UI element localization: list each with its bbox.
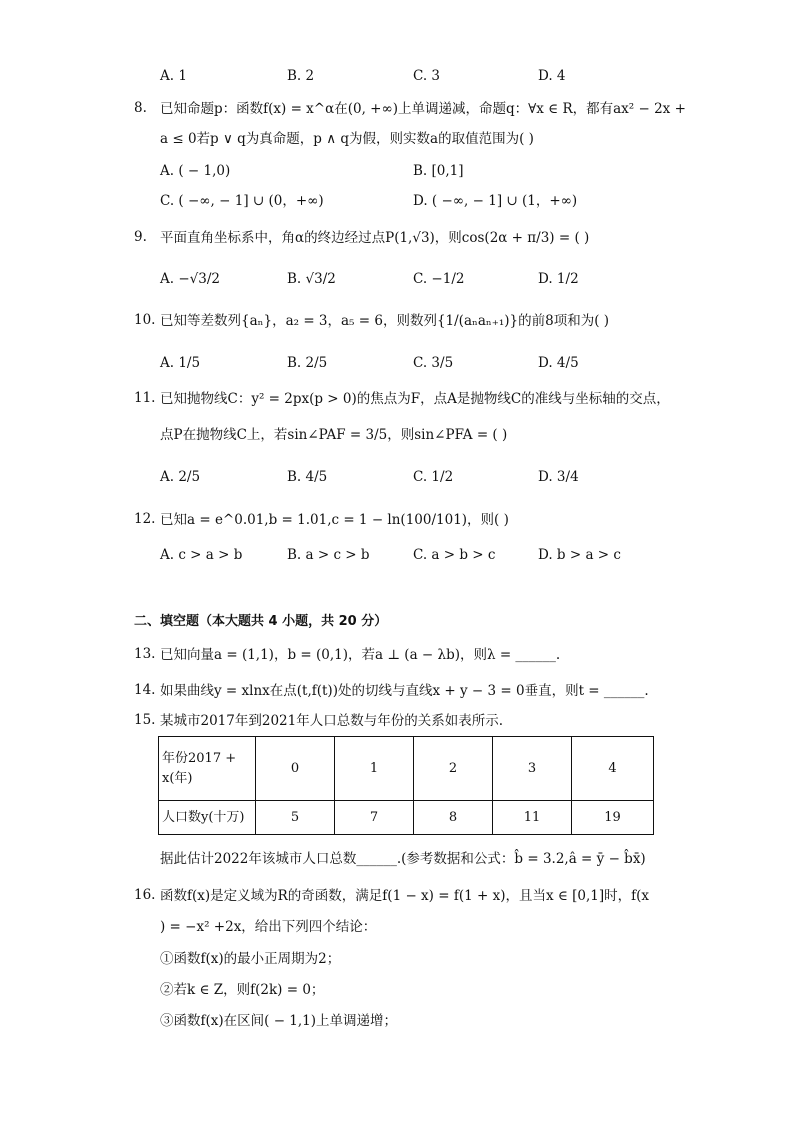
table-cell: 19: [572, 801, 654, 835]
table-cell: 1: [335, 737, 414, 801]
q10-option-c: C. 3/5: [413, 355, 454, 371]
q16-item-1: ①函数f(x)的最小正周期为2；: [160, 951, 341, 967]
q8-option-c: C. ( −∞, − 1] ∪ (0，+∞): [160, 193, 324, 209]
q10-number: 10.: [134, 312, 156, 328]
q11-option-d: D. 3/4: [538, 469, 579, 485]
population-table: [158, 736, 654, 835]
q12-option-d: D. b > a > c: [538, 547, 621, 563]
q8-stem-line2: a ≤ 0若p ∨ q为真命题，p ∧ q为假，则实数a的取值范围为( ): [160, 131, 534, 147]
q13-number: 13.: [134, 646, 156, 662]
q15-after-text: 据此估计2022年该城市人口总数______.(参考数据和公式：b̂ = 3.2,â = ȳ − b̂x̄): [160, 851, 646, 867]
table-cell: 3: [493, 737, 572, 801]
table-row: [159, 801, 654, 835]
table-cell: 7: [335, 801, 414, 835]
table-row: [159, 737, 654, 801]
table-cell: 2: [414, 737, 493, 801]
q11-stem-line2: 点P在抛物线C上，若sin∠PAF = 3/5，则sin∠PFA = ( ): [160, 427, 508, 443]
q7-option-c: C. 3: [413, 68, 441, 84]
table-row-head: 年份2017 + x(年): [159, 737, 256, 801]
q8-stem-line1: 已知命题p：函数f(x) = x^α在(0, +∞)上单调递减，命题q：∀x ∈ R，都有ax² − 2x +: [160, 101, 686, 117]
q12-number: 12.: [134, 511, 156, 527]
q13-stem: 已知向量a = (1,1)，b = (0,1)，若a ⊥ (a − λb)，则λ = ______.: [160, 647, 561, 663]
q10-option-b: B. 2/5: [287, 355, 328, 371]
q10-option-d: D. 4/5: [538, 355, 579, 371]
q16-stem-line2: ) = −x² +2x，给出下列四个结论：: [160, 919, 377, 935]
q14-number: 14.: [134, 682, 156, 698]
q16-item-3: ③函数f(x)在区间( − 1,1)上单调递增；: [160, 1013, 398, 1029]
table-cell: 11: [493, 801, 572, 835]
q11-option-a: A. 2/5: [160, 469, 201, 485]
section-heading: 二、填空题（本大题共 4 小题，共 20 分）: [134, 614, 388, 629]
q10-option-a: A. 1/5: [160, 355, 201, 371]
q12-stem: 已知a = e^0.01,b = 1.01,c = 1 − ln(100/101)，则( ): [160, 512, 509, 528]
q7-option-d: D. 4: [538, 68, 566, 84]
q11-stem-line1: 已知抛物线C：y² = 2px(p > 0)的焦点为F，点A是抛物线C的准线与坐标轴的交点，: [160, 391, 670, 407]
q15-number: 15.: [134, 712, 156, 728]
q12-option-a: A. c > a > b: [160, 547, 243, 563]
q9-option-a: A. −√3/2: [160, 271, 220, 287]
q10-stem: 已知等差数列{aₙ}，a₂ = 3，a₅ = 6，则数列{1/(aₙaₙ₊₁)}的前8项和为( ): [160, 313, 610, 329]
q9-option-d: D. 1/2: [538, 271, 579, 287]
q16-number: 16.: [134, 887, 156, 903]
q7-option-a: A. 1: [160, 68, 187, 84]
table-cell: 8: [414, 801, 493, 835]
q8-option-a: A. ( − 1,0): [160, 163, 231, 179]
q8-option-b: B. [0,1]: [413, 163, 464, 179]
table-cell: 5: [256, 801, 335, 835]
q9-option-b: B. √3/2: [287, 271, 336, 287]
q9-number: 9.: [134, 229, 147, 245]
table-cell: 0: [256, 737, 335, 801]
table-cell: 4: [572, 737, 654, 801]
q11-number: 11.: [134, 390, 156, 406]
q14-stem: 如果曲线y = xlnx在点(t,f(t))处的切线与直线x + y − 3 = 0垂直，则t = ______.: [160, 683, 649, 699]
q12-option-c: C. a > b > c: [413, 547, 496, 563]
table-row-head: 人口数y(十万): [159, 801, 256, 835]
q9-option-c: C. −1/2: [413, 271, 465, 287]
q8-option-d: D. ( −∞, − 1] ∪ (1，+∞): [413, 193, 578, 209]
q12-option-b: B. a > c > b: [287, 547, 370, 563]
q11-option-c: C. 1/2: [413, 469, 454, 485]
q11-option-b: B. 4/5: [287, 469, 328, 485]
q16-item-2: ②若k ∈ Z，则f(2k) = 0；: [160, 982, 325, 998]
q8-number: 8.: [134, 100, 147, 116]
q15-stem: 某城市2017年到2021年人口总数与年份的关系如表所示.: [160, 713, 504, 729]
q9-stem: 平面直角坐标系中，角α的终边经过点P(1,√3)，则cos(2α + π/3) = ( ): [160, 230, 590, 246]
q7-option-b: B. 2: [287, 68, 315, 84]
q16-stem-line1: 函数f(x)是定义域为R的奇函数，满足f(1 − x) = f(1 + x)，且当x ∈ [0,1]时，f(x: [160, 888, 650, 904]
